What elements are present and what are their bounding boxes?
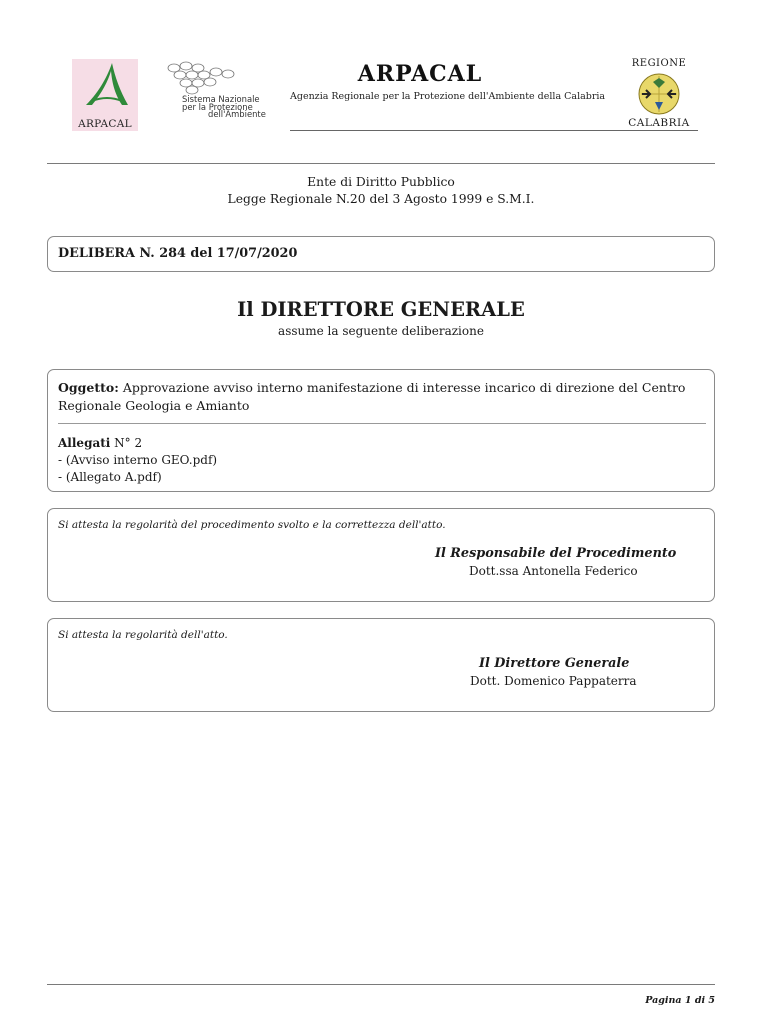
arpacal-logo-mark: [78, 61, 132, 109]
header-divider: [290, 130, 698, 131]
snpa-logo-text: [182, 96, 266, 119]
snpa-line-2: per la Protezione: [182, 101, 253, 112]
responsabile-role: Il Responsabile del Procedimento: [435, 546, 677, 561]
direttore-role: Il Direttore Generale: [479, 656, 630, 671]
oggetto-text: Approvazione avviso interno manifestazione di interesse incarico di direzione del Centro Regionale Geologia e Amianto: [58, 380, 686, 413]
oggetto-text-block: [58, 379, 698, 415]
attestazione-procedimento-note: Si attesta la regolarità del procedimento svolto e la correttezza dell'atto.: [58, 519, 446, 531]
direttore-heading: Il DIRETTORE GENERALE: [237, 298, 525, 321]
attestazione-procedimento-box: [47, 508, 715, 602]
regione-emblem-icon: [637, 72, 681, 116]
snpa-line-1: Sistema Nazionale: [182, 94, 260, 104]
agency-title: ARPACAL: [357, 61, 483, 87]
attestazione-atto-note: Si attesta la regolarità dell'atto.: [58, 629, 228, 641]
allegati-block: [58, 435, 217, 486]
oggetto-box: [47, 369, 715, 492]
snpa-line-3: dell'Ambiente: [208, 109, 266, 119]
allegato-item-2: - (Allegato A.pdf): [58, 470, 162, 484]
arpacal-logo: [72, 59, 138, 131]
delibera-number: DELIBERA N. 284 del 17/07/2020: [58, 246, 298, 261]
ente-info: [47, 174, 715, 208]
arpacal-logo-label: ARPACAL: [78, 118, 132, 130]
oggetto-label: Oggetto:: [58, 380, 119, 395]
regione-label: REGIONE: [631, 58, 687, 69]
allegati-count: N° 2: [114, 436, 143, 450]
top-separator: [47, 163, 715, 164]
regione-calabria-emblem: [637, 72, 681, 120]
attestazione-atto-box: [47, 618, 715, 712]
ente-line-2: Legge Regionale N.20 del 3 Agosto 1999 e S.M.I.: [227, 192, 535, 206]
direttore-name: Dott. Domenico Pappaterra: [470, 674, 637, 688]
agency-subtitle: Agenzia Regionale per la Protezione dell'Ambiente della Calabria: [290, 91, 606, 102]
direttore-subheading: assume la seguente deliberazione: [278, 324, 484, 338]
calabria-label: CALABRIA: [628, 117, 690, 129]
footer-separator: [47, 984, 715, 985]
allegato-item-1: - (Avviso interno GEO.pdf): [58, 453, 218, 467]
allegati-label: Allegati: [58, 436, 111, 450]
responsabile-name: Dott.ssa Antonella Federico: [469, 564, 638, 578]
oggetto-divider: [58, 423, 706, 424]
page-number: Pagina 1 di 5: [645, 995, 715, 1006]
delibera-box: [47, 236, 715, 272]
ente-line-1: Ente di Diritto Pubblico: [307, 175, 455, 189]
